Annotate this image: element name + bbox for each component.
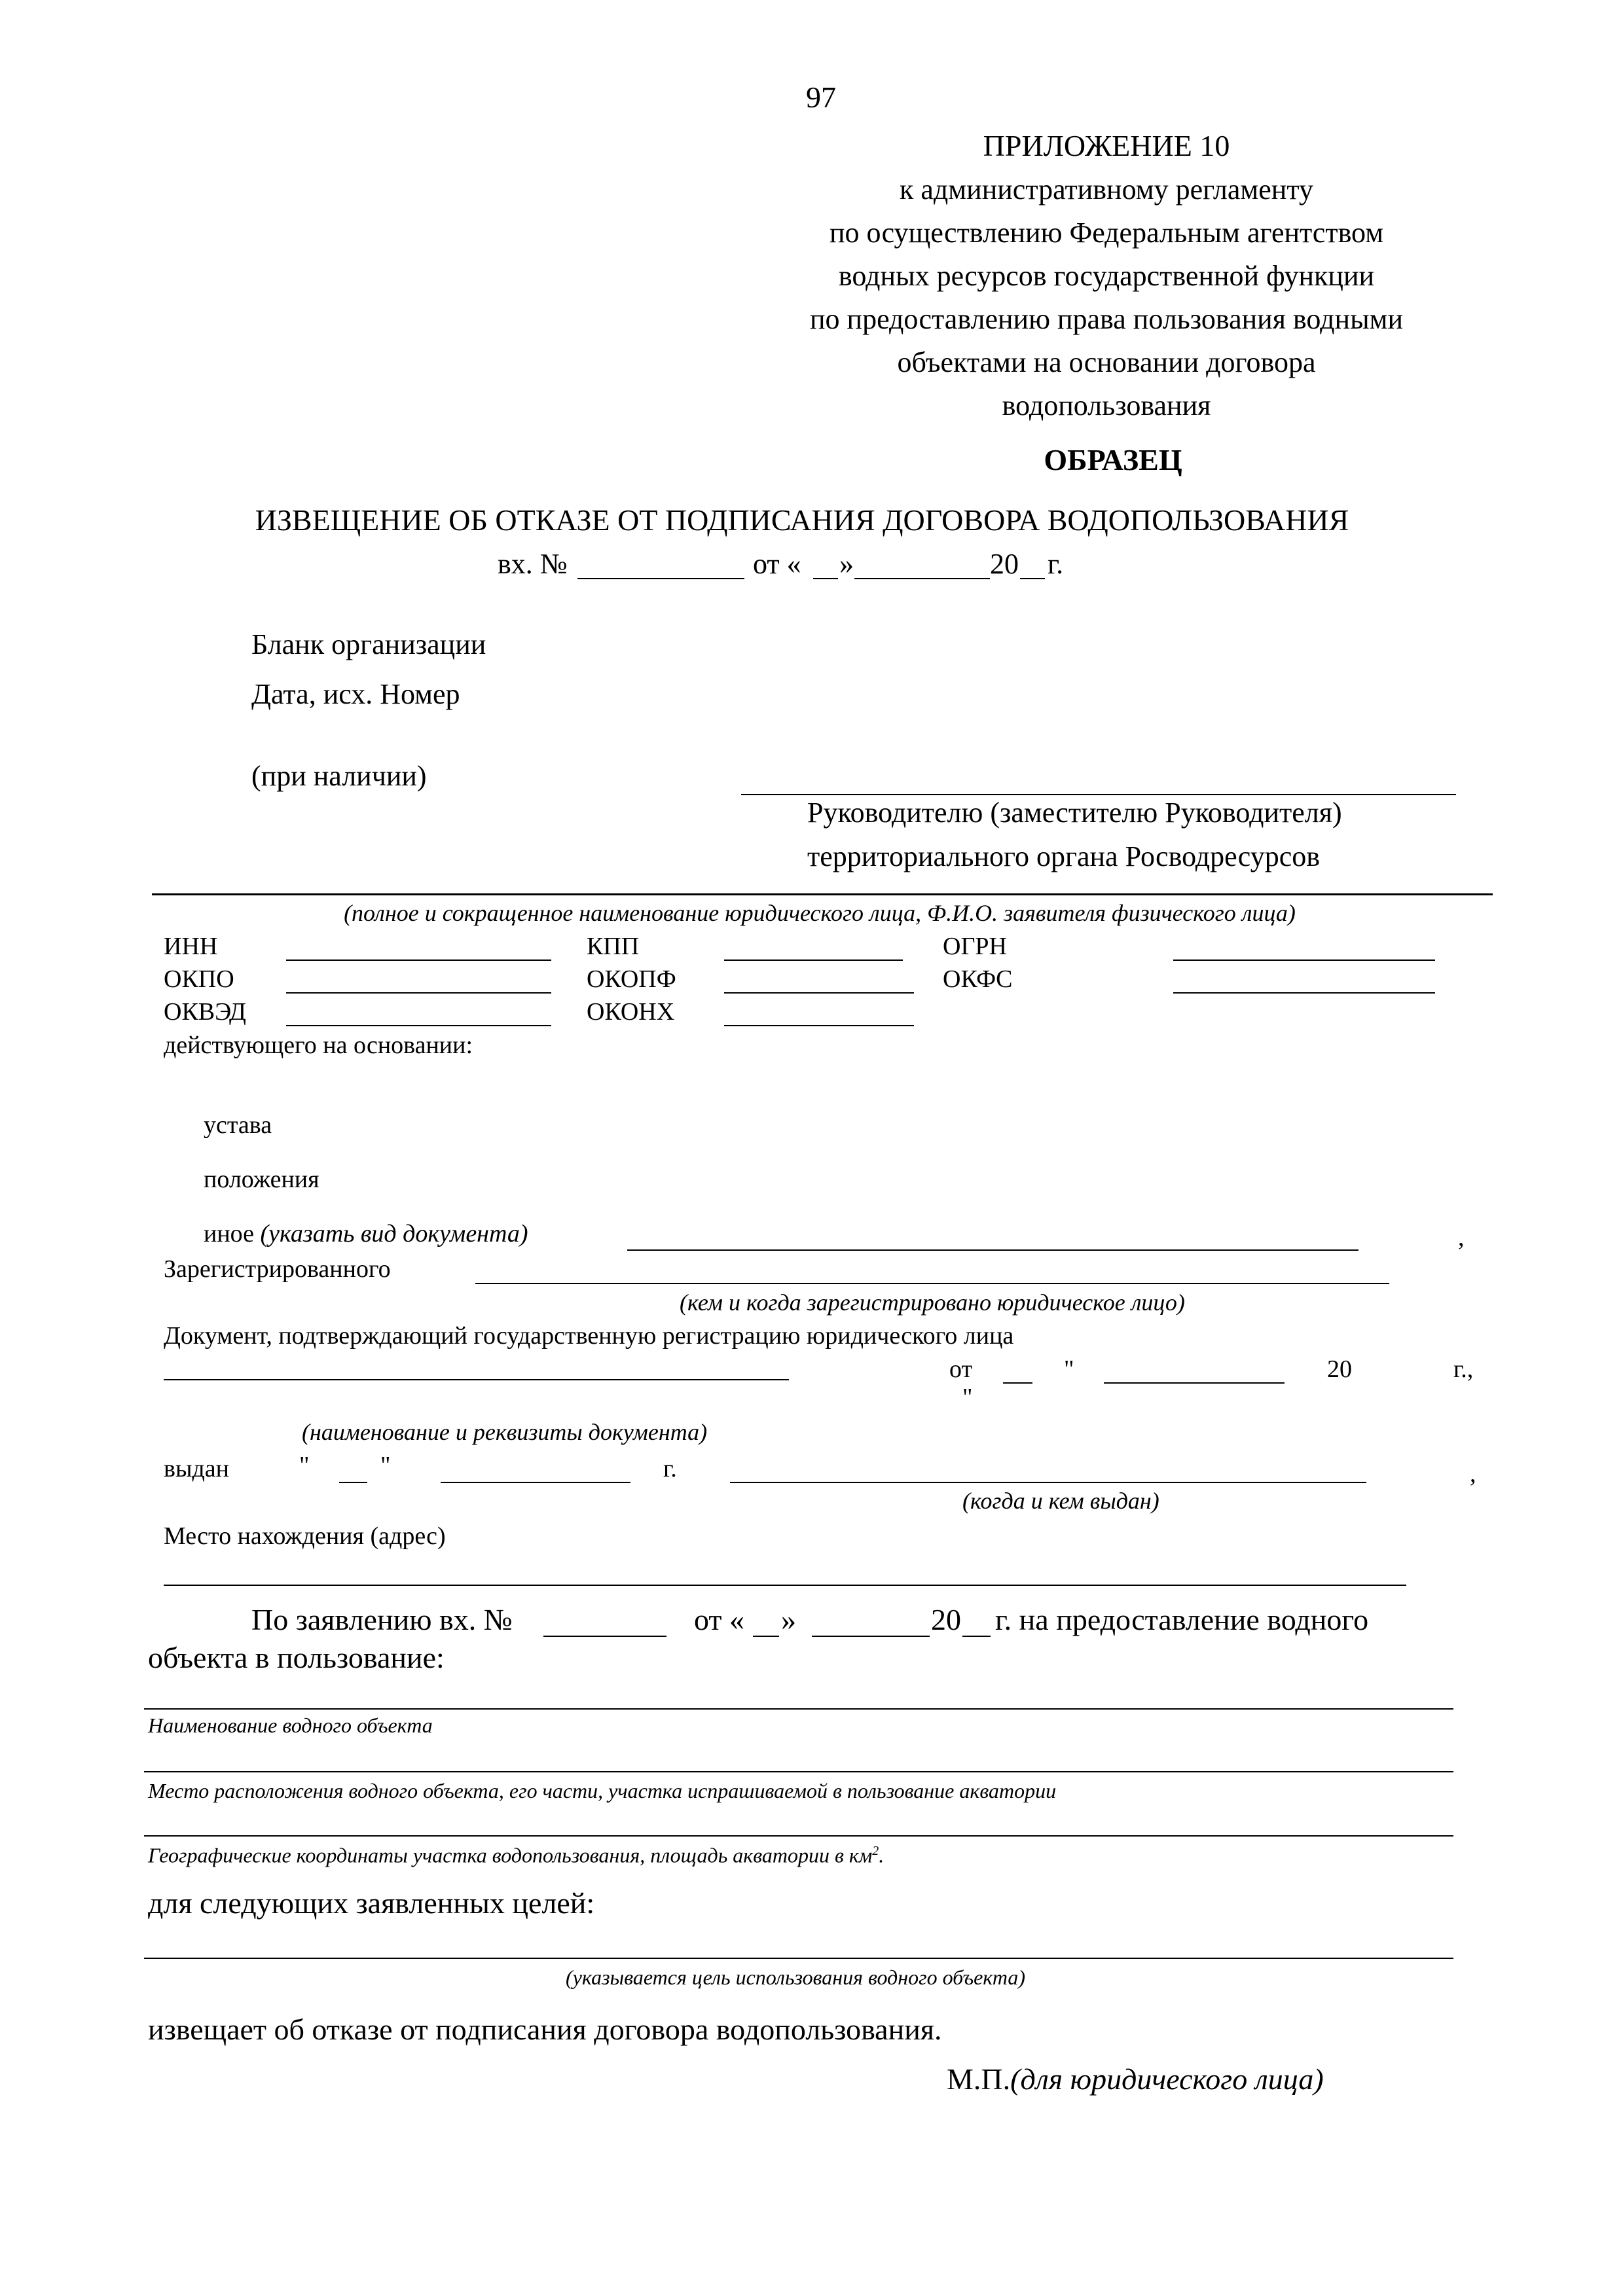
closing-text: извещает об отказе от подписания договора водопользования. [148, 2013, 942, 2046]
issued-year-suffix: г. [663, 1455, 677, 1482]
org-if-any-label: (при наличии) [251, 760, 427, 792]
reg-doc-month-field[interactable] [1104, 1382, 1285, 1384]
basis-comma: , [1458, 1224, 1465, 1251]
water-coords-caption: Географические координаты участка водопользования, площадь акватории в $км^2$. [148, 1843, 884, 1867]
inn-label: ИНН [164, 933, 218, 960]
water-name-field[interactable] [144, 1708, 1453, 1710]
okonh-label: ОКОНХ [587, 998, 675, 1026]
okpo-field[interactable] [286, 992, 551, 994]
appendix-line: водопользования [1002, 389, 1211, 422]
stamp-hint: (для юридического лица) [1010, 2062, 1324, 2096]
basis-label: действующего на основании: [164, 1031, 473, 1059]
incoming-month-field[interactable] [854, 578, 990, 579]
okfs-field[interactable] [1173, 992, 1435, 994]
stamp-note [947, 2064, 1324, 2094]
basis-other-hint: (указать вид документа) [260, 1220, 528, 1247]
applicant-name-field[interactable] [152, 893, 1493, 895]
okopf-field[interactable] [724, 992, 914, 994]
org-blank-label: Бланк организации [251, 628, 486, 660]
application-month-field[interactable] [812, 1636, 930, 1637]
reg-doc-quote: " [1064, 1355, 1074, 1383]
okved-label: ОКВЭД [164, 998, 246, 1026]
appendix-line: по осуществлению Федеральным агентством [829, 217, 1384, 249]
registered-caption: (кем и когда зарегистрировано юридическое лицо) [680, 1289, 1185, 1316]
application-line2: объекта в пользование: [148, 1641, 445, 1674]
basis-other-label: иное [204, 1220, 255, 1247]
appendix-line: водных ресурсов государственной функции [838, 260, 1375, 292]
addressee-line: территориального органа Росводресурсов [807, 840, 1321, 872]
issued-by-field[interactable] [730, 1482, 1366, 1483]
addressee-name-field[interactable] [741, 794, 1456, 795]
purposes-caption: (указывается цель использования водного объекта) [566, 1965, 1025, 1989]
reg-doc-year-suffix: г., [1453, 1355, 1474, 1383]
application-prefix: По заявлению вх. № [251, 1603, 513, 1636]
ogrn-field[interactable] [1173, 960, 1435, 961]
water-name-caption: Наименование водного объекта [148, 1713, 433, 1737]
org-date-number-label: Дата, исх. Номер [251, 678, 460, 710]
kpp-field[interactable] [724, 960, 903, 961]
okpo-label: ОКПО [164, 965, 234, 993]
incoming-year-suffix: г. [1048, 548, 1064, 580]
incoming-quote-close: » [839, 548, 854, 580]
address-field[interactable] [164, 1585, 1406, 1586]
application-day-field[interactable] [753, 1636, 779, 1637]
okved-field[interactable] [286, 1025, 551, 1026]
issued-month-field[interactable] [441, 1482, 630, 1483]
address-label: Место нахождения (адрес) [164, 1522, 446, 1550]
reg-doc-from-label: от [949, 1355, 973, 1383]
issued-comma: , [1470, 1460, 1476, 1488]
water-location-field[interactable] [144, 1771, 1453, 1772]
appendix-title: ПРИЛОЖЕНИЕ 10 [983, 129, 1230, 162]
reg-doc-quote: " [962, 1384, 973, 1411]
application-year-label: 20 [931, 1603, 961, 1636]
basis-charter-option[interactable]: устава [204, 1111, 272, 1139]
inn-field[interactable] [286, 960, 551, 961]
application-year-field[interactable] [962, 1636, 991, 1637]
incoming-number-label: вх. № [498, 548, 568, 580]
incoming-year-label: 20 [990, 548, 1019, 580]
appendix-line: по предоставлению права пользования водными [809, 303, 1404, 335]
addressee-line: Руководителю (заместителю Руководителя) [807, 797, 1342, 829]
reg-doc-year-label: 20 [1327, 1355, 1352, 1383]
okopf-label: ОКОПФ [587, 965, 676, 993]
document-title: ИЗВЕЩЕНИЕ ОБ ОТКАЗЕ ОТ ПОДПИСАНИЯ ДОГОВОРА ВОДОПОЛЬЗОВАНИЯ [255, 503, 1349, 537]
application-number-field[interactable] [543, 1636, 666, 1637]
incoming-day-field[interactable] [813, 578, 838, 579]
issued-quote: " [380, 1452, 391, 1479]
appendix-line: объектами на основании договора [897, 346, 1316, 378]
issued-day-field[interactable] [339, 1482, 367, 1483]
kpp-label: КПП [587, 933, 640, 960]
issued-label: выдан [164, 1455, 230, 1482]
stamp-label: М.П. [947, 2062, 1011, 2096]
application-suffix: г. на предоставление водного [995, 1603, 1369, 1636]
reg-doc-field[interactable] [164, 1379, 789, 1380]
sample-label: ОБРАЗЕЦ [1044, 443, 1182, 476]
okfs-label: ОКФС [943, 965, 1013, 993]
purposes-label: для следующих заявленных целей: [148, 1886, 595, 1920]
purposes-field[interactable] [144, 1958, 1453, 1959]
applicant-caption: (полное и сокращенное наименование юридического лица, Ф.И.О. заявителя физического лица) [344, 900, 1296, 926]
basis-regulation-option[interactable]: положения [204, 1166, 319, 1193]
basis-other-option[interactable] [204, 1221, 528, 1246]
water-location-caption: Место расположения водного объекта, его части, участка испрашиваемой в пользование акватории [148, 1779, 1057, 1803]
registered-label: Зарегистрированного [164, 1255, 391, 1283]
page-number: 97 [806, 81, 836, 114]
reg-doc-caption: (наименование и реквизиты документа) [302, 1419, 708, 1445]
application-quote-close: » [781, 1603, 796, 1636]
issued-quote: " [299, 1452, 310, 1479]
ogrn-label: ОГРН [943, 933, 1007, 960]
reg-doc-label: Документ, подтверждающий государственную регистрацию юридического лица [164, 1322, 1014, 1350]
water-coords-field[interactable] [144, 1835, 1453, 1837]
okonh-field[interactable] [724, 1025, 914, 1026]
incoming-number-field[interactable] [577, 578, 744, 579]
basis-other-field[interactable] [627, 1249, 1359, 1251]
incoming-from-label: от « [753, 548, 801, 580]
issued-caption: (когда и кем выдан) [962, 1488, 1159, 1514]
appendix-line: к административному регламенту [900, 173, 1313, 206]
registered-field[interactable] [475, 1283, 1389, 1284]
application-from-label: от « [694, 1603, 744, 1636]
reg-doc-day-field[interactable] [1003, 1382, 1032, 1384]
incoming-year-field[interactable] [1020, 578, 1045, 579]
